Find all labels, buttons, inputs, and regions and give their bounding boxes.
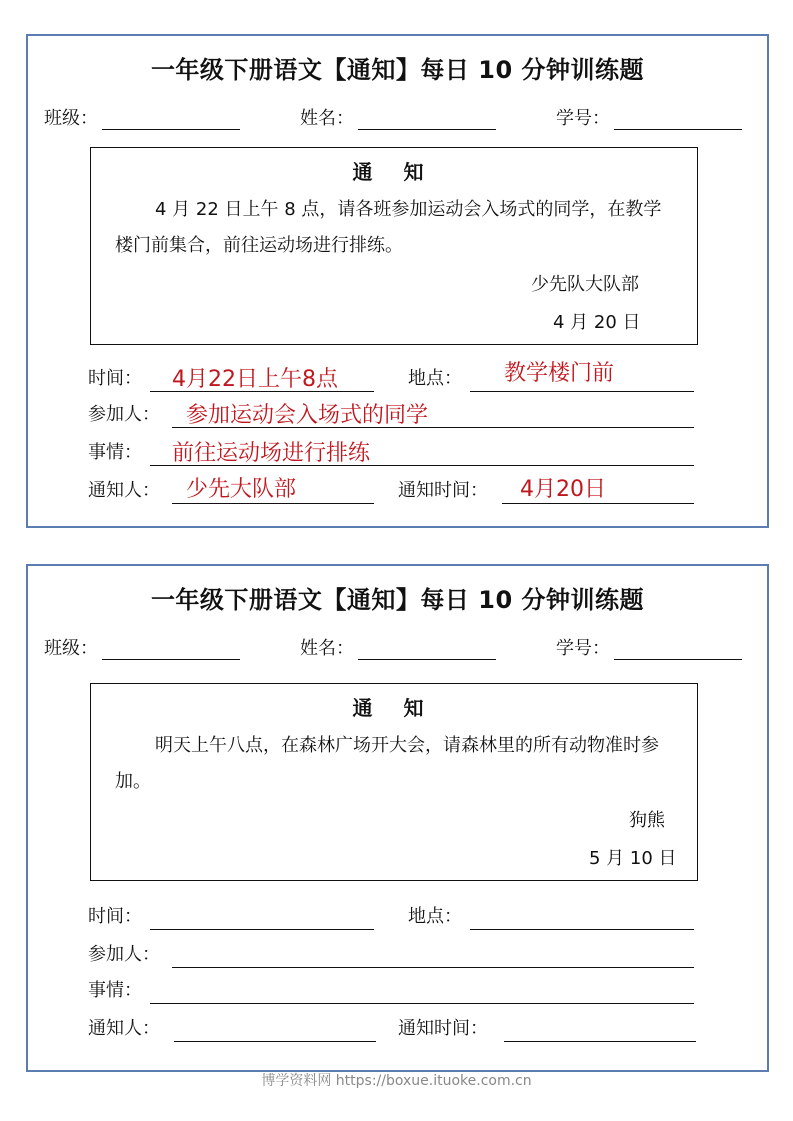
exercise-card-1 xyxy=(26,34,769,528)
name-blank[interactable] xyxy=(358,111,496,130)
time-blank[interactable] xyxy=(150,928,374,930)
student-info-row xyxy=(44,104,747,128)
matter-blank[interactable] xyxy=(150,1002,694,1004)
number-field xyxy=(556,104,742,130)
name-label: 姓名： xyxy=(300,638,354,659)
class-field xyxy=(44,104,240,130)
participants-label: 参加人： xyxy=(88,404,160,425)
name-blank[interactable] xyxy=(358,641,496,660)
notifier-label: 通知人： xyxy=(88,480,160,501)
notice-signature: 少先队大队部 xyxy=(531,274,639,295)
matter-label: 事情： xyxy=(88,442,142,463)
notifier-row xyxy=(88,474,696,504)
notice-body: 4 月 22 日上午 8 点，请各班参加运动会入场式的同学，在教学楼门前集合，前往运动场进行排练。 xyxy=(115,199,662,256)
notifier-label: 通知人： xyxy=(88,1018,160,1039)
name-field xyxy=(300,104,496,130)
notify-time-label: 通知时间： xyxy=(398,480,488,501)
class-blank[interactable] xyxy=(102,641,240,660)
participants-label: 参加人： xyxy=(88,944,160,965)
number-blank[interactable] xyxy=(614,641,742,660)
worksheet-title: 一年级下册语文【通知】每日 10 分钟训练题 xyxy=(150,56,645,84)
time-answer: 4月22日上午8点 xyxy=(172,367,338,392)
notify-time-answer: 4月20日 xyxy=(520,477,606,502)
notice-signature: 狗熊 xyxy=(629,810,665,831)
number-field xyxy=(556,634,742,660)
time-place-row xyxy=(88,900,696,930)
notice-box xyxy=(90,147,698,345)
place-label: 地点： xyxy=(408,906,462,927)
time-label: 时间： xyxy=(88,368,142,389)
notice-box xyxy=(90,683,698,881)
exercise-card-2 xyxy=(26,564,769,1072)
place-answer: 教学楼门前 xyxy=(504,361,615,386)
place-label: 地点： xyxy=(408,368,462,389)
notify-time-blank[interactable] xyxy=(504,1040,696,1042)
notifier-row xyxy=(88,1012,696,1042)
time-place-row xyxy=(88,362,696,392)
matter-row xyxy=(88,436,696,466)
notice-heading: 通 知 xyxy=(352,696,436,720)
class-label: 班级： xyxy=(44,638,98,659)
student-info-row xyxy=(44,634,747,658)
notice-date: 5 月 10 日 xyxy=(589,848,677,869)
notice-body: 明天上午八点，在森林广场开大会，请森林里的所有动物准时参加。 xyxy=(115,735,659,792)
time-label: 时间： xyxy=(88,906,142,927)
footer-watermark: 博学资料网 https://boxue.ituoke.com.cn xyxy=(261,1073,532,1089)
notifier-blank[interactable] xyxy=(174,1040,376,1042)
participants-answer: 参加运动会入场式的同学 xyxy=(186,403,429,428)
name-label: 姓名： xyxy=(300,108,354,129)
notifier-answer: 少先大队部 xyxy=(186,477,297,502)
matter-row xyxy=(88,974,696,1004)
notify-time-label: 通知时间： xyxy=(398,1018,488,1039)
participants-blank[interactable] xyxy=(172,966,694,968)
worksheet-title: 一年级下册语文【通知】每日 10 分钟训练题 xyxy=(150,586,645,614)
notice-date: 4 月 20 日 xyxy=(553,312,641,333)
class-label: 班级： xyxy=(44,108,98,129)
name-field xyxy=(300,634,496,660)
participants-row xyxy=(88,938,696,968)
place-blank[interactable] xyxy=(470,928,694,930)
notice-heading: 通 知 xyxy=(352,160,436,184)
class-blank[interactable] xyxy=(102,111,240,130)
class-field xyxy=(44,634,240,660)
matter-answer: 前往运动场进行排练 xyxy=(172,441,371,466)
matter-label: 事情： xyxy=(88,980,142,1001)
place-blank[interactable] xyxy=(470,390,694,392)
participants-row xyxy=(88,398,696,428)
number-label: 学号： xyxy=(556,108,610,129)
number-blank[interactable] xyxy=(614,111,742,130)
number-label: 学号： xyxy=(556,638,610,659)
